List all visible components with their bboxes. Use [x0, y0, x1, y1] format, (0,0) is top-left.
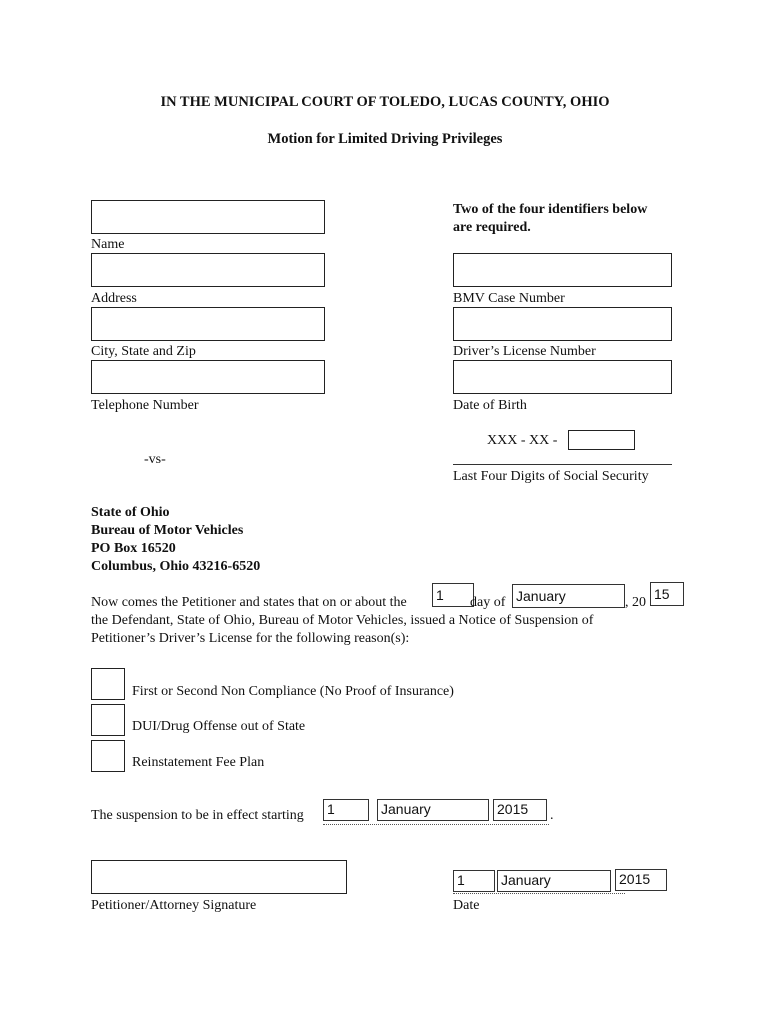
reason-noncompliance-checkbox[interactable] [91, 668, 125, 700]
respondent-line4: Columbus, Ohio 43216-6520 [91, 559, 261, 574]
notice-year-field[interactable]: 15 [650, 582, 684, 606]
suspension-day-field[interactable]: 1 [323, 799, 369, 821]
identifiers-instruction-line2: are required. [453, 220, 531, 235]
suspension-underline [323, 824, 549, 825]
signature-label: Petitioner/Attorney Signature [91, 898, 257, 913]
form-title: Motion for Limited Driving Privileges [267, 131, 503, 147]
notice-month-field[interactable]: January [512, 584, 625, 608]
notice-day-field[interactable]: 1 [432, 583, 474, 607]
city-state-zip-label: City, State and Zip [91, 344, 196, 359]
telephone-label: Telephone Number [91, 398, 199, 413]
reason-dui-checkbox[interactable] [91, 704, 125, 736]
drivers-license-input[interactable] [453, 307, 672, 341]
suspension-year-field[interactable]: 2015 [493, 799, 547, 821]
respondent-line3: PO Box 16520 [91, 541, 176, 556]
bmv-case-number-label: BMV Case Number [453, 291, 565, 306]
suspension-period: . [550, 808, 554, 823]
respondent-line2: Bureau of Motor Vehicles [91, 523, 244, 538]
ssn-prefix: XXX - XX - [487, 433, 558, 448]
ssn-underline [453, 464, 672, 465]
date-label: Date [453, 898, 480, 913]
address-label: Address [91, 291, 137, 306]
bmv-case-number-input[interactable] [453, 253, 672, 287]
statement-line2: the Defendant, State of Ohio, Bureau of Motor Vehicles, issued a Notice of Suspension of [91, 613, 594, 628]
ssn-label: Last Four Digits of Social Security [453, 469, 649, 484]
statement-part1: Now comes the Petitioner and states that on or about the [91, 595, 407, 610]
reason-dui-label: DUI/Drug Offense out of State [132, 719, 306, 734]
signature-date-year-field[interactable]: 2015 [615, 869, 667, 891]
address-input[interactable] [91, 253, 325, 287]
signature-input[interactable] [91, 860, 347, 894]
statement-part2: day of [470, 595, 506, 610]
respondent-line1: State of Ohio [91, 505, 170, 520]
identifiers-instruction-line1: Two of the four identifiers below [453, 202, 648, 217]
signature-date-day-field[interactable]: 1 [453, 870, 495, 892]
date-of-birth-input[interactable] [453, 360, 672, 394]
suspension-label: The suspension to be in effect starting [91, 808, 304, 823]
reason-reinstatement-checkbox[interactable] [91, 740, 125, 772]
suspension-month-field[interactable]: January [377, 799, 489, 821]
signature-date-month-field[interactable]: January [497, 870, 611, 892]
statement-year-prefix: , 20 [625, 595, 646, 610]
date-of-birth-label: Date of Birth [453, 398, 527, 413]
date-underline [453, 893, 625, 894]
reason-reinstatement-label: Reinstatement Fee Plan [132, 755, 265, 770]
drivers-license-label: Driver’s License Number [453, 344, 596, 359]
statement-line3: Petitioner’s Driver’s License for the following reason(s): [91, 631, 410, 646]
name-input[interactable] [91, 200, 325, 234]
court-heading: IN THE MUNICIPAL COURT OF TOLEDO, LUCAS COUNTY, OHIO [160, 94, 610, 110]
reason-noncompliance-label: First or Second Non Compliance (No Proof of Insurance) [132, 684, 454, 699]
name-label: Name [91, 237, 125, 252]
ssn-last-four-input[interactable] [568, 430, 635, 450]
telephone-input[interactable] [91, 360, 325, 394]
city-state-zip-input[interactable] [91, 307, 325, 341]
versus-text: -vs- [144, 452, 166, 467]
